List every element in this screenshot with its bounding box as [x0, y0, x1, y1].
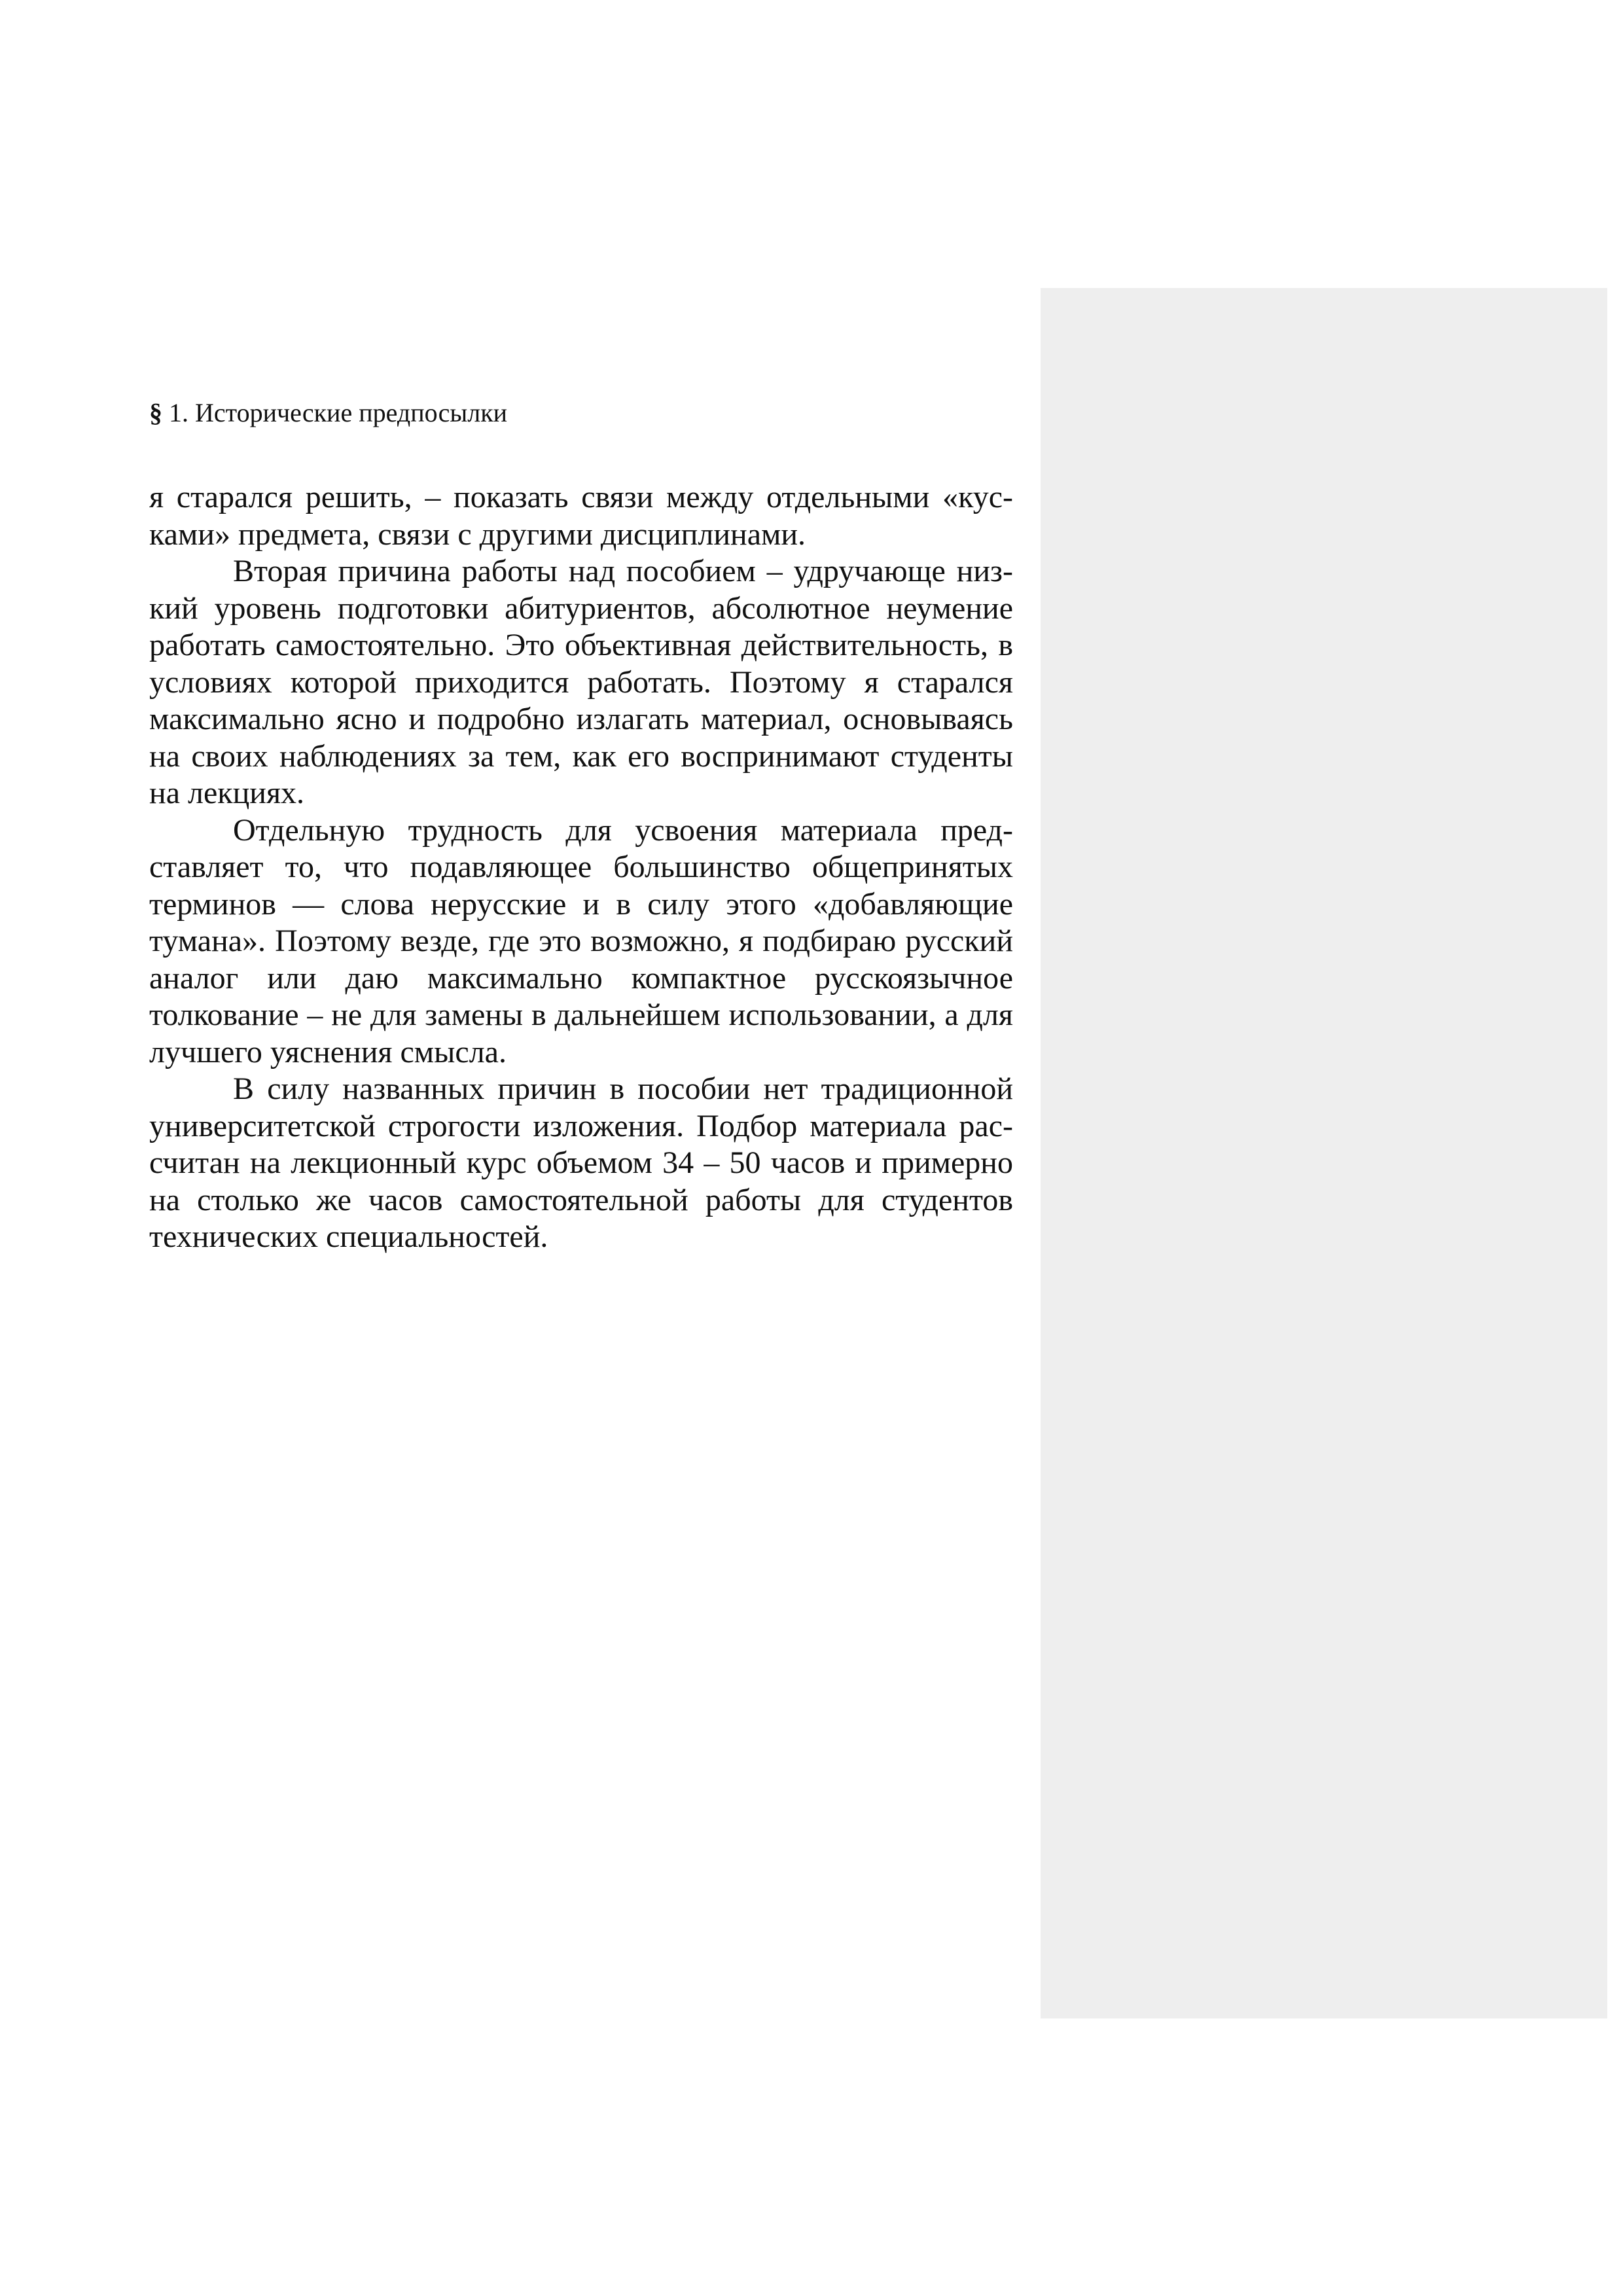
section-sign: §: [149, 398, 162, 427]
paragraph: Вторая причина работы над пособием – удручающе низкий уровень подготовки абитуриентов, абсолютное неумение работать самостоятельно. Это объективная действительность, в условиях которой приходится работать. Поэтому я старался максимально ясно и подробно излагать материал, основываясь на своих наблюдениях за тем, как его воспринимают студенты на лекциях.: [149, 554, 1013, 810]
paragraph: В силу названных причин в пособии нет традиционной университетской строгости изложения. Подбор материала рассчитан на лекционный курс объемом 34 – 50 часов и примерно на столько же часов самостоятельной работы для студентов технических специальностей.: [149, 1071, 1013, 1254]
body-text: [149, 479, 1013, 1256]
running-header: [149, 394, 507, 432]
section-title: 1. Исторические предпосылки: [169, 398, 508, 427]
margin-panel: [1041, 288, 1607, 2018]
paragraph: Отдельную трудность для усвоения материала представляет то, что подавляющее большинство общепринятых терминов — слова нерусские и в силу этого «добавляющие тумана». Поэтому везде, где это возможно, я подбираю русский аналог или даю максимально компактное русскоязычное толкование – не для замены в дальнейшем использовании, а для лучшего уяснения смысла.: [149, 812, 1013, 1069]
paragraph-continuation: я старался решить, – показать связи между отдельными «кусками» предмета, связи с другими дисциплинами.: [149, 480, 1013, 552]
